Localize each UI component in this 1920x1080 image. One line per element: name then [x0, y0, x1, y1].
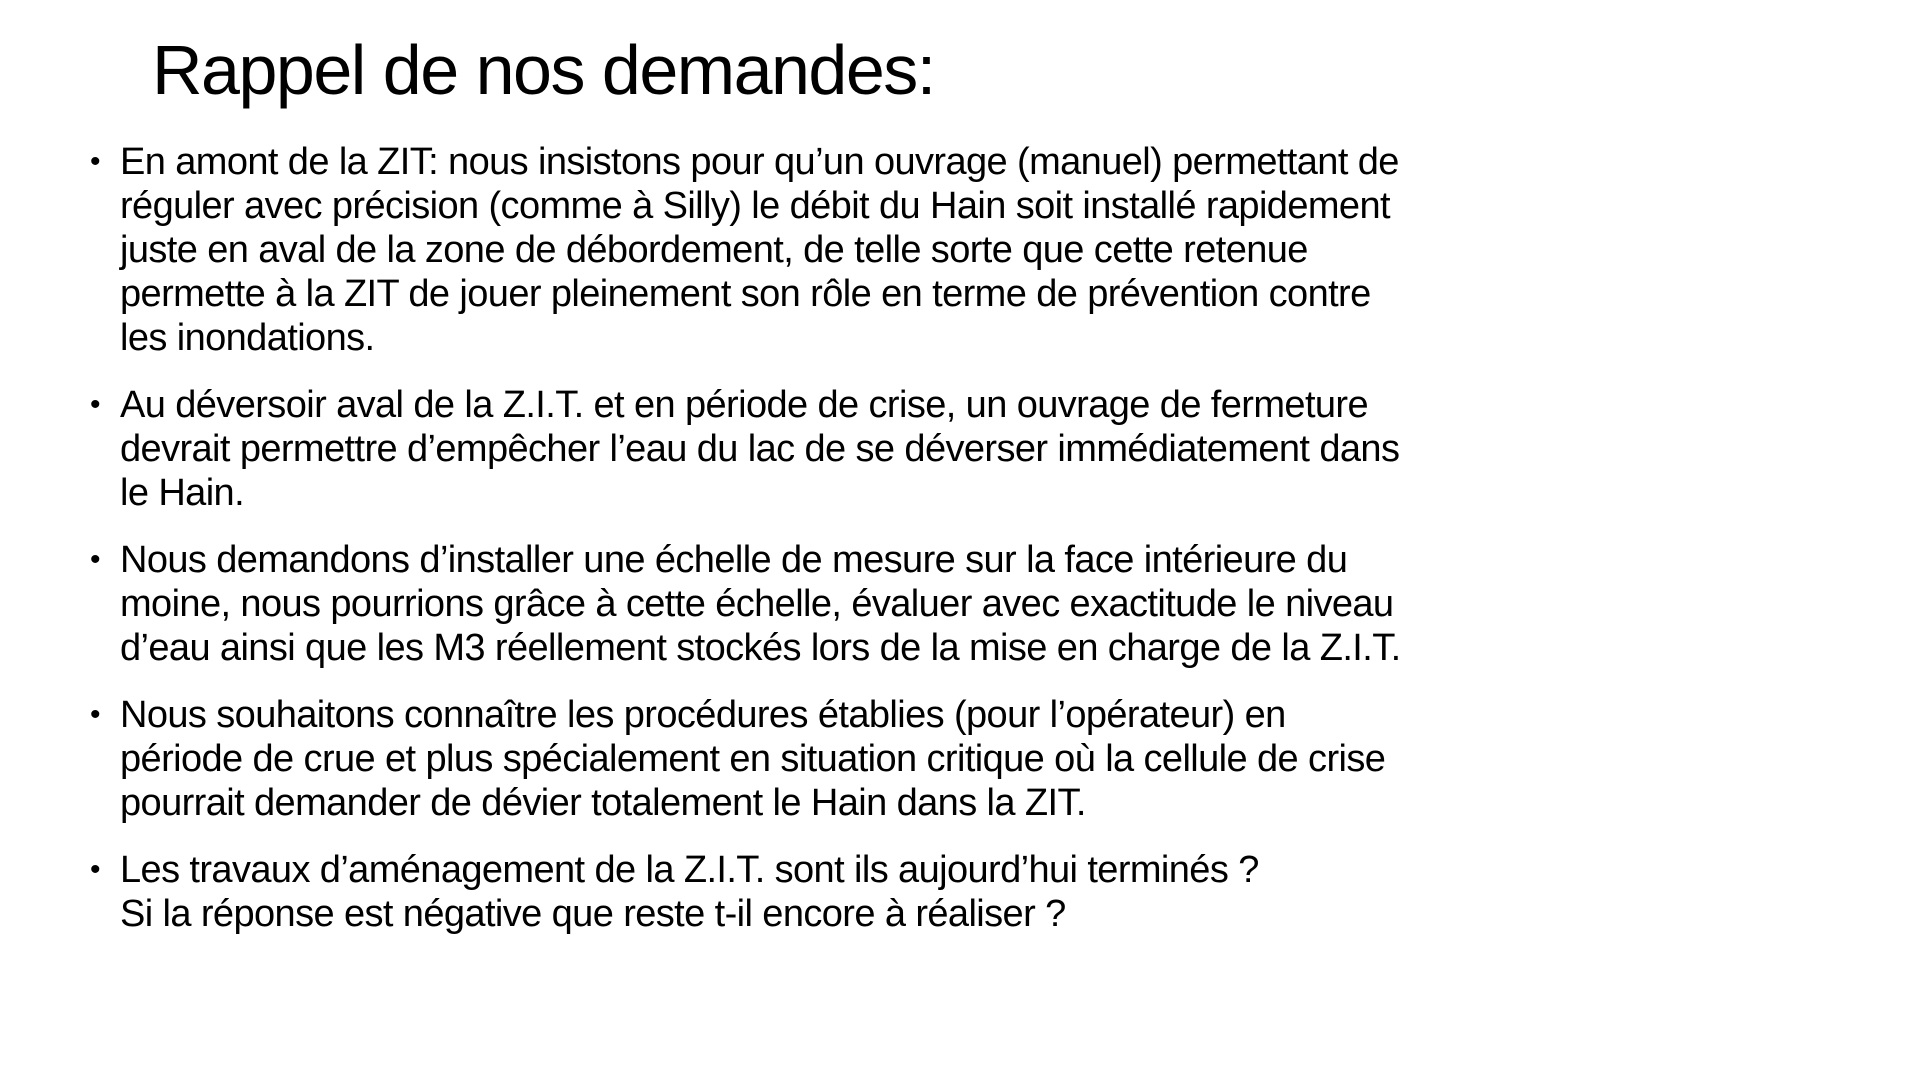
- bullet-item: [90, 848, 1590, 936]
- bullet-line: pourrait demander de dévier totalement le Hain dans la ZIT.: [120, 782, 1086, 824]
- bullet-line: Les travaux d’aménagement de la Z.I.T. sont ils aujourd’hui terminés ?: [120, 849, 1259, 891]
- bullet-line: réguler avec précision (comme à Silly) le débit du Hain soit installé rapidement: [120, 185, 1390, 227]
- bullet-marker-icon: •: [90, 698, 100, 731]
- bullet-line: le Hain.: [120, 472, 245, 514]
- bullet-line: moine, nous pourrions grâce à cette échelle, évaluer avec exactitude le niveau: [120, 583, 1394, 625]
- bullet-item: [90, 693, 1590, 825]
- bullet-line: d’eau ainsi que les M3 réellement stockés lors de la mise en charge de la Z.I.T.: [120, 627, 1401, 669]
- bullet-line: permette à la ZIT de jouer pleinement son rôle en terme de prévention contre: [120, 273, 1371, 315]
- bullet-text: [120, 140, 1590, 360]
- bullet-line: période de crue et plus spécialement en situation critique où la cellule de crise: [120, 738, 1386, 780]
- bullet-line: En amont de la ZIT: nous insistons pour qu’un ouvrage (manuel) permettant de: [120, 141, 1399, 183]
- bullet-line: Nous souhaitons connaître les procédures établies (pour l’opérateur) en: [120, 694, 1286, 736]
- bullet-marker-icon: •: [90, 145, 100, 178]
- bullet-line: devrait permettre d’empêcher l’eau du lac de se déverser immédiatement dans: [120, 428, 1400, 470]
- bullet-text: [120, 848, 1590, 936]
- bullet-line: les inondations.: [120, 317, 375, 359]
- bullet-item: [90, 140, 1590, 360]
- bullet-line: Nous demandons d’installer une échelle de mesure sur la face intérieure du: [120, 539, 1348, 581]
- bullet-text: [120, 693, 1590, 825]
- bullet-marker-icon: •: [90, 543, 100, 576]
- bullet-item: [90, 538, 1590, 670]
- bullet-list: [90, 140, 1590, 959]
- bullet-line: juste en aval de la zone de débordement, de telle sorte que cette retenue: [120, 229, 1308, 271]
- bullet-marker-icon: •: [90, 388, 100, 421]
- bullet-marker-icon: •: [90, 853, 100, 886]
- slide-title: Rappel de nos demandes:: [152, 31, 935, 109]
- bullet-line: Au déversoir aval de la Z.I.T. et en période de crise, un ouvrage de fermeture: [120, 384, 1369, 426]
- bullet-item: [90, 383, 1590, 515]
- bullet-line: Si la réponse est négative que reste t-il encore à réaliser ?: [120, 893, 1066, 935]
- bullet-text: [120, 383, 1590, 515]
- bullet-text: [120, 538, 1590, 670]
